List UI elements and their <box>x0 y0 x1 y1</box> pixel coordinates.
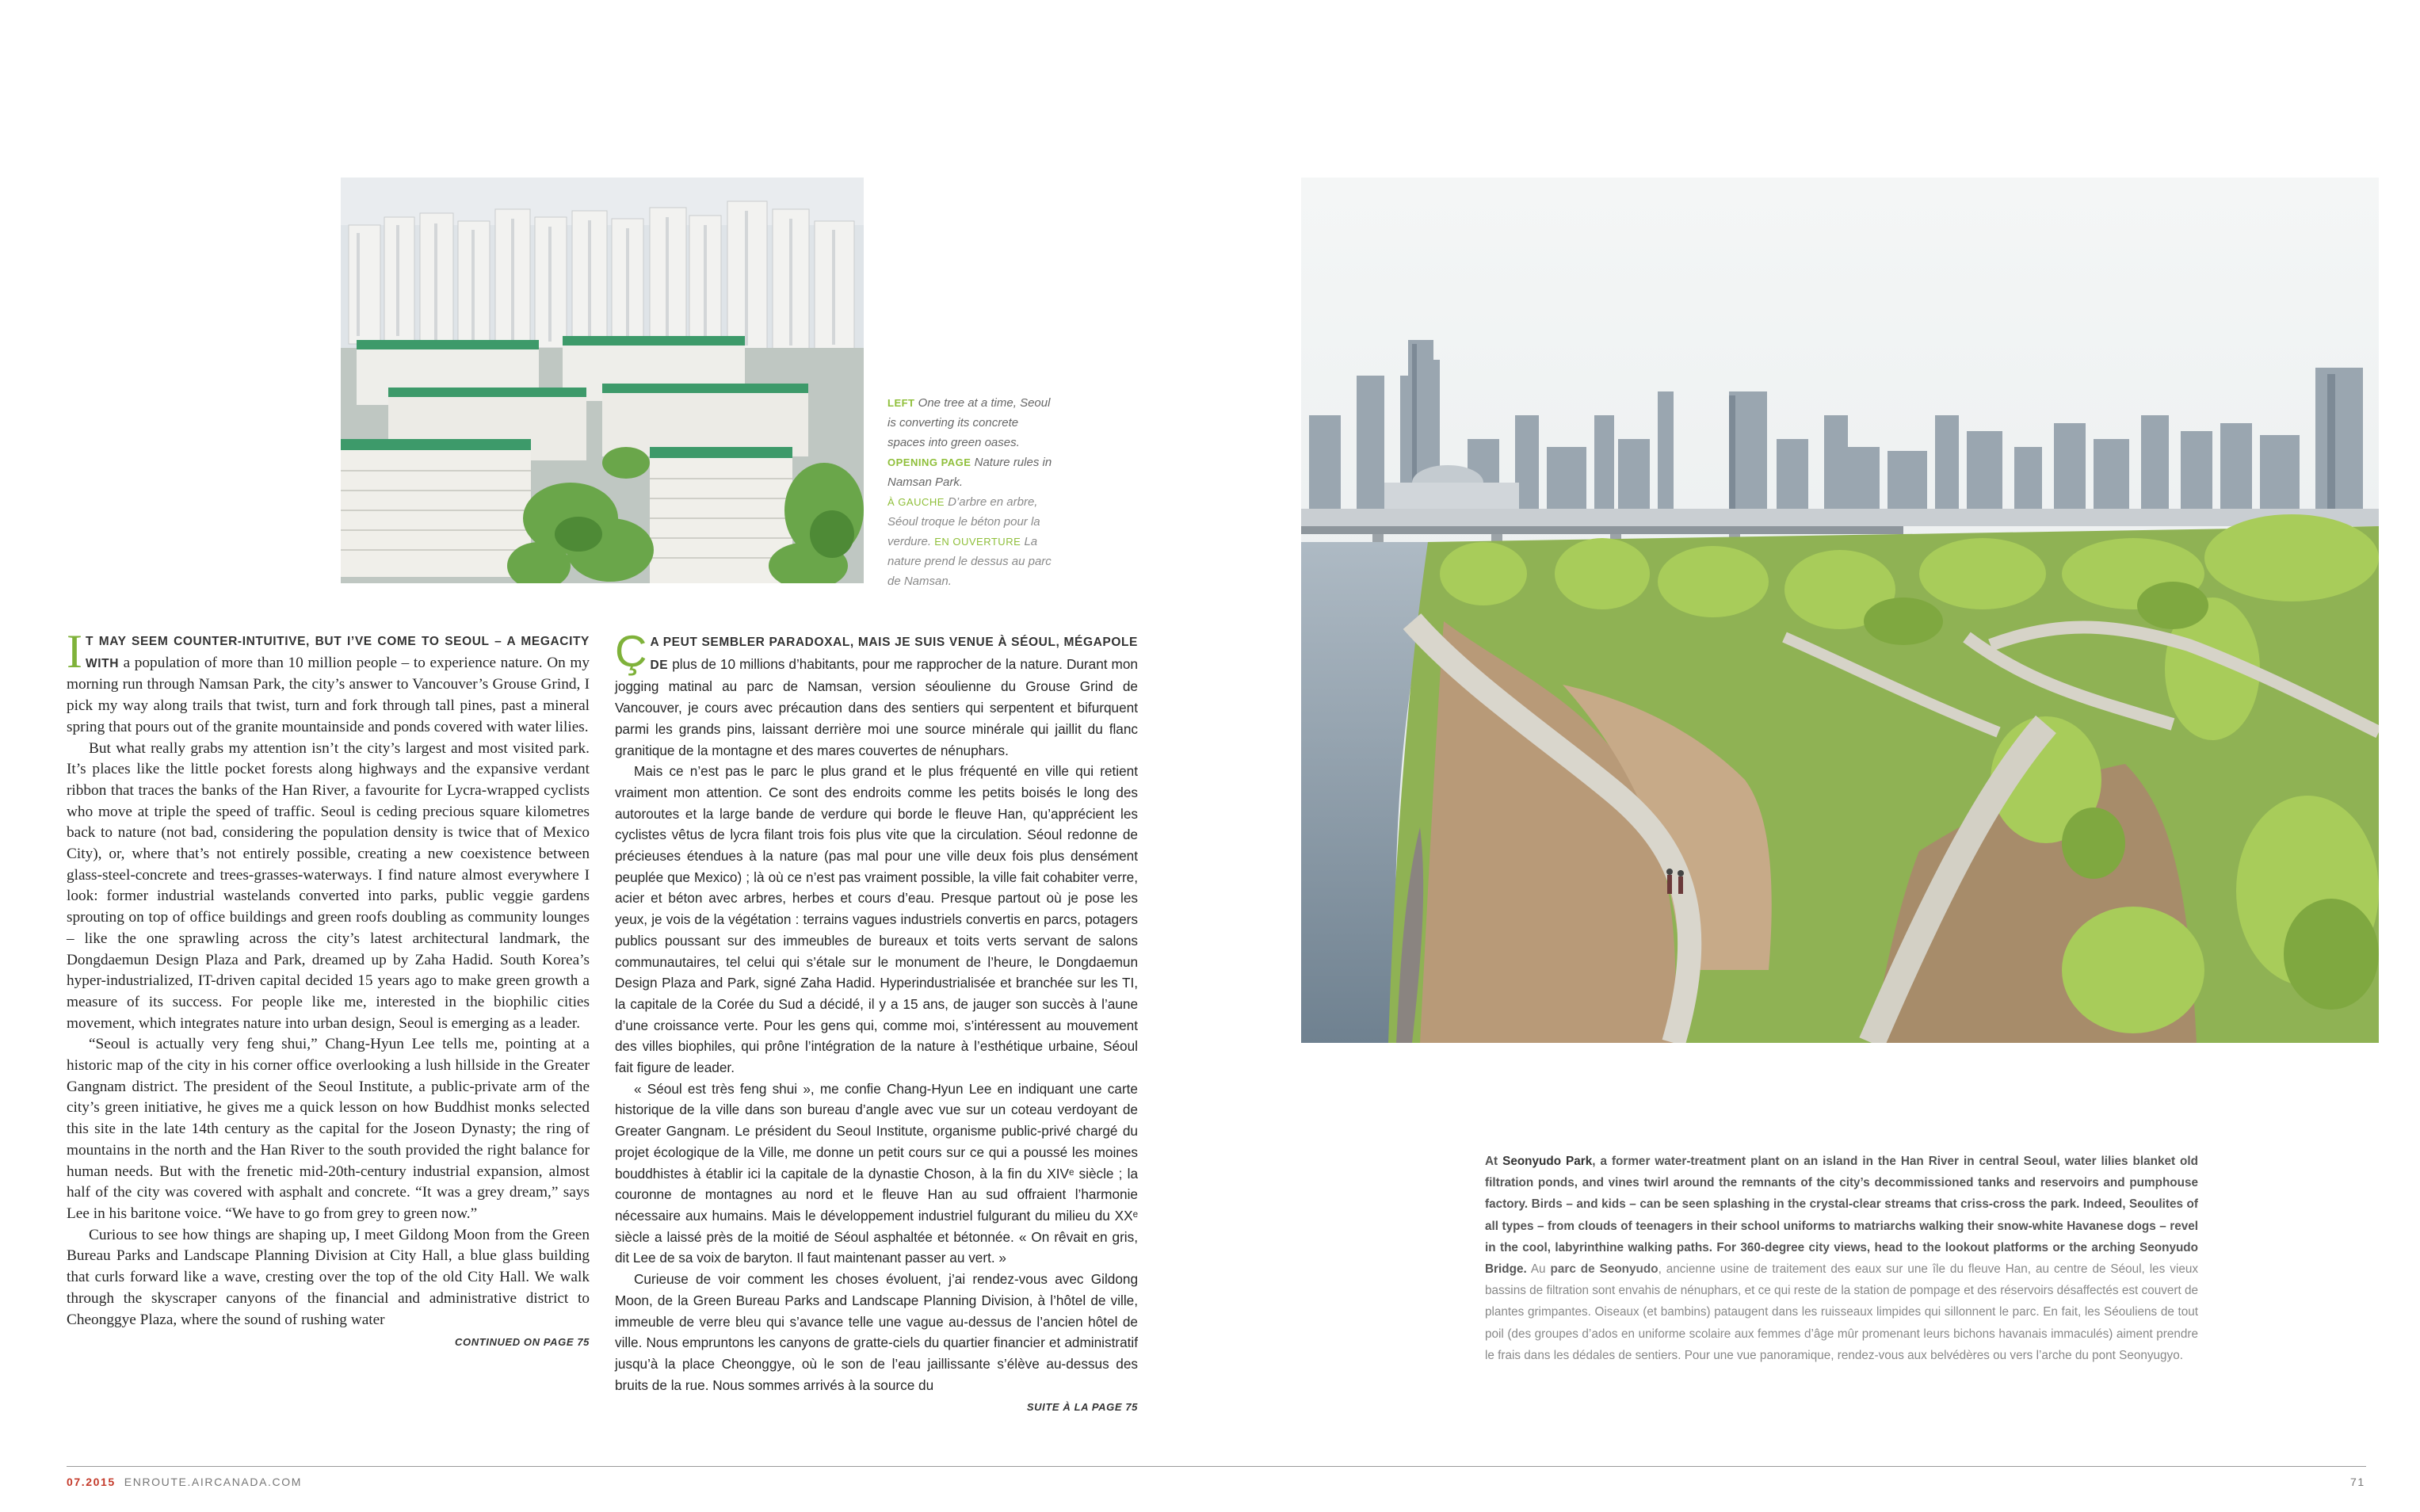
caption-place-name-fr: parc de Seonyudo <box>1550 1262 1659 1277</box>
issue-date: 07.2015 <box>67 1476 116 1488</box>
continued-link[interactable]: CONTINUED ON PAGE 75 <box>455 1336 590 1349</box>
photo-caption <box>887 393 1059 591</box>
caption-label-opening: OPENING PAGE <box>887 456 971 468</box>
caption-text-opening-fr: La nature prend le dessus au parc de Namsan. <box>887 535 1052 588</box>
caption-text-left: One tree at a time, Seoul is converting its concrete spaces into green oases. <box>887 396 1051 449</box>
caption-text-opening: Nature rules in Namsan Park. <box>887 456 1052 489</box>
lead-in-caps: T MAY SEEM COUNTER-INTUITIVE, BUT I’VE COME TO SEOUL – A MEGACITY WITH <box>85 635 590 670</box>
paragraph-4: Curieuse de voir comment les choses évoluent, j’ai rendez-vous avec Gildong Moon, de la Green Bureau Parks and Landscape Planning Division, à l’hôtel de ville, immeuble de verre bleu qui s’avance telle une vague au-dessus de l’ancien hôtel de ville. Nous empruntons les canyons de gratte-ciels du quartier financier et administratif jusqu’à la place Cheonggye, où le son de l’eau jaillissante s’élève au-dessus des bruits de la rue. Nous sommes arrivés à la source du <box>615 1271 1138 1393</box>
apartment-blocks-photo <box>341 178 864 583</box>
footer-rule <box>67 1466 2366 1467</box>
lead-in-caps: A PEUT SEMBLER PARADOXAL, MAIS JE SUIS VENUE À SÉOUL, MÉGAPOLE DE <box>650 636 1138 672</box>
paragraph-2: But what really grabs my attention isn’t the city’s largest and most visited park. It’s places like the little pocket forests along highways and the expansive verdant ribbon that traces the banks of the Han River, a favourite for Lycra-wrapped cyclists who move at triple the speed of traffic. Seoul is ceding precious square kilometres back to nature (not bad, considering the population density is twice that of Mexico City), or, where that’s not entirely possible, creating a new coexistence between glass-steel-concrete and trees-grasses-waterways. I find nature almost everywhere I look: former industrial wastelands converted into parks, public veggie gardens sprouting on top of office buildings and green roofs doubling as community lounges – like the one sprawling across the city’s latest architectural landmark, the Dongdaemun Design Plaza and Park, dreamed up by Zaha Hadid. South Korea’s hyper-industrialized, IT-driven capital decided 15 years ago to make green growth a measure of its success. For people like me, interested in the biophilic cities movement, which integrates nature into urban design, Seoul is emerging as a leader. <box>67 739 590 1032</box>
park-caption <box>1485 1151 2198 1366</box>
paragraph-3: « Séoul est très feng shui », me confie Chang-Hyun Lee en indiquant une carte historique de la ville dans son bureau d’angle avec vue sur un coteau verdoyant de Greater Gangnam. Le président du Seoul Institute, organisme public-privé chargé du projet écologique de la Ville, me donne un petit cours sur ce qui a poussé les moines bouddhistes à établir ici la capitale de la dynastie Choson, à la fin du XIVᵉ siècle ; la couronne de montagnes au nord et le fleuve Han au sud offraient l’harmonie nécessaire aux humains. Mais le développement industriel fulgurant du milieu du XXᵉ siècle a laissé près de la moitié de Séoul asphaltée et bétonnée. « On rêvait en gris, dit Lee de sa voix de baryton. Il faut maintenant passer au vert. » <box>615 1080 1138 1266</box>
website-link[interactable]: ENROUTE.AIRCANADA.COM <box>124 1476 302 1488</box>
caption-intro-fr: Au <box>1526 1262 1551 1277</box>
drop-cap: Ç <box>615 626 647 676</box>
article-column-french <box>615 626 1138 1418</box>
footer-left <box>67 1476 302 1488</box>
caption-label-opening-fr: EN OUVERTURE <box>934 536 1021 548</box>
article-column-english <box>67 625 590 1354</box>
caption-intro: At <box>1485 1155 1503 1168</box>
drop-cap: I <box>67 625 82 678</box>
paragraph-1: a population of more than 10 million people – to experience nature. On my morning run through Namsan Park, the city’s answer to Vancouver’s Grouse Grind, I pick my way along trails that twist, turn and fork through tall pines, past a mineral spring that pours out of the granite mountainside and ponds covered with water lilies. <box>67 654 590 735</box>
caption-english-text: , a former water-treatment plant on an island in the Han River in central Seoul, water lilies blanket old filtration ponds, and vines twirl around the remnants of the city’s decommissioned tanks and reservoirs and pumphouse factory. Birds – and kids – can be seen splashing in the crystal-clear streams that criss-cross the park. Indeed, Seoulites of all types – from clouds of teenagers in their school uniforms to matriarchs walking their snow-white Havanese dogs – revel in the cool, labyrinthine walking paths. For 360-degree city views, head to the lookout platforms or the arching Seonyudo Bridge. <box>1485 1155 2198 1277</box>
paragraph-4: Curious to see how things are shaping up, I meet Gildong Moon from the Green Bureau Parks and Landscape Planning Division at City Hall, a blue glass building that curls forward like a wave, cresting over the top of the old City Hall. We walk through the skyscraper canyons of the financial and administrative district to Cheonggye Plaza, where the sound of rushing water <box>67 1226 590 1328</box>
caption-label-left-fr: À GAUCHE <box>887 496 945 508</box>
paragraph-3: “Seoul is actually very feng shui,” Chang-Hyun Lee tells me, pointing at a historic map of the city in his corner office overlooking a lush hillside in the Greater Gangnam district. The president of the Seoul Institute, a public-private arm of the city’s green initiative, he gives me a quick lesson on how Buddhist monks selected this site in the late 14th century as the capital for the Joseon Dynasty; the ring of mountains in the north and the Han River to the south provided the right balance for human needs. But with the frenetic mid-20th-century industrial expansion, almost half of the city was covered with asphalt and concrete. “It was a grey dream,” says Lee in his baritone voice. “We have to go from grey to green now.” <box>67 1036 590 1222</box>
caption-french-text: , ancienne usine de traitement des eaux sur une île du fleuve Han, au centre de Séoul, les vieux bassins de filtration sont envahis de nénuphars, et ce qui reste de la station de pompage et des réservoirs désaffectés est couvert de plantes grimpantes. Oiseaux (et bambins) pataugent dans les ruisseaux limpides qui sillonnent le parc. En fait, les Séouliens de tout poil (des groupes d’ados en uniforme scolaire aux femmes d’âge mûr promenant leurs bichons havanais immaculés) aiment prendre le frais dans les dédales de sentiers. Pour une vue panoramique, rendez-vous aux belvédères ou vers l’arche du pont Seonyugyo. <box>1485 1262 2199 1362</box>
caption-place-name: Seonyudo Park <box>1502 1155 1593 1168</box>
page-number: 71 <box>2350 1476 2365 1488</box>
paragraph-1: plus de 10 millions d’habitants, pour me rapprocher de la nature. Durant mon jogging matinal au parc de Namsan, version séoulienne du Grouse Grind de Vancouver, je cours avec précaution dans des sentiers qui serpentent et bifurquent parmi les grands pins, laissant derrière moi une source minérale qui jaillit du flanc granitique de la montagne et des mares couvertes de nénuphars. <box>615 655 1138 758</box>
caption-label-left: LEFT <box>887 397 915 409</box>
paragraph-2: Mais ce n’est pas le parc le plus grand et le plus fréquenté en ville qui retient vraiment mon attention. Ce sont des endroits comme les petits boisés le long des autoroutes et la large bande de verdure qui borde le fleuve Han, qu’apprécient les cyclistes vêtus de lycra filant trois fois plus vite que la circulation. Séoul redonne de précieuses étendues à la nature (pas mal pour une ville deux fois plus densément peuplée que Mexico) ; là où ce n’est pas vraiment possible, la ville fait cohabiter verre, acier et béton avec arbres, herbes et cours d’eau. Presque partout où je pose les yeux, je vois de la végétation : terrains vagues industriels convertis en parcs, potagers publics poussant sur des immeubles de bureaux et toits verts servant de salons communautaires, tel celui qui s’étale sur le monument de l’heure, le Dongdaemun Design Plaza and Park, signé Zaha Hadid. Hyperindustrialisée et branchée sur les TI, la capitale de la Corée du Sud a décidé, il y a 15 ans, de jauger son succès à l’aune d’une croissance verte. Pour les gens qui, comme moi, s’intéressent au mouvement des villes biophiles, qui prône l’intégration de la nature à l’esthétique urbaine, Séoul fait figure de leader. <box>615 763 1138 1076</box>
caption-text-left-fr: D’arbre en arbre, Séoul troque le béton pour la verdure. <box>887 495 1040 548</box>
continued-link[interactable]: SUITE À LA PAGE 75 <box>1026 1401 1138 1414</box>
seonyudo-park-photo <box>1301 178 2379 1043</box>
